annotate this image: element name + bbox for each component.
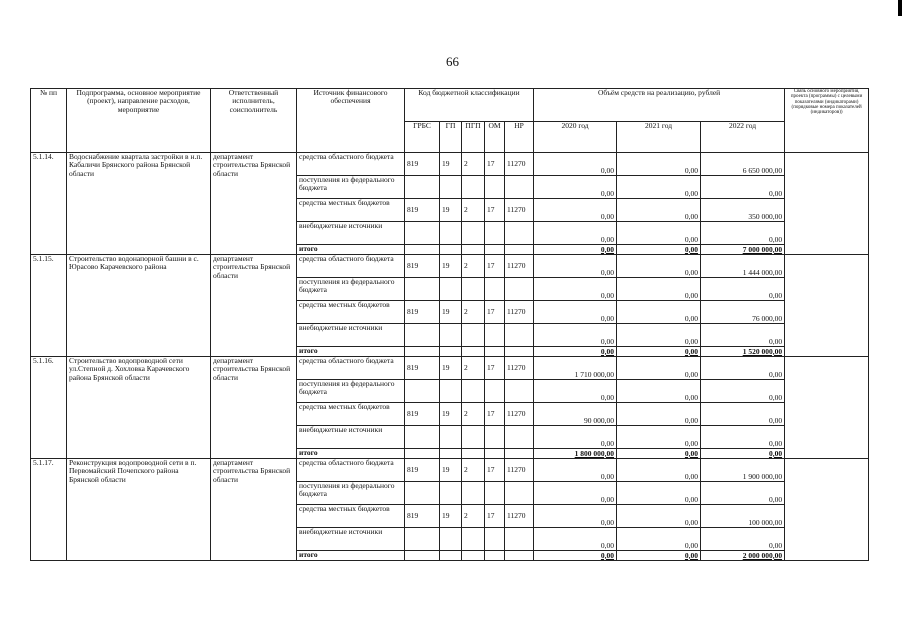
value-2022: 0,00: [701, 357, 785, 380]
total-value-2022: 7 000 000,00: [701, 245, 785, 255]
code-grbs: 819: [405, 153, 440, 176]
code-pgp: [462, 482, 485, 505]
value-2020: 0,00: [534, 153, 617, 176]
total-code-empty: [505, 245, 534, 255]
total-code-empty: [405, 551, 440, 561]
code-gp: 19: [440, 357, 462, 380]
total-code-empty: [462, 245, 485, 255]
total-value-2021: 0,00: [617, 245, 701, 255]
code-nr: 11270: [505, 301, 534, 324]
value-2022: 1 444 000,00: [701, 255, 785, 278]
code-om: 17: [485, 357, 505, 380]
item-number: 5.1.15.: [31, 255, 67, 357]
total-code-empty: [462, 449, 485, 459]
code-gp: [440, 324, 462, 347]
value-2021: 0,00: [617, 357, 701, 380]
value-2020: 0,00: [534, 528, 617, 551]
code-nr: 11270: [505, 357, 534, 380]
code-om: [485, 426, 505, 449]
value-2020: 0,00: [534, 301, 617, 324]
code-grbs: [405, 324, 440, 347]
code-om: 17: [485, 459, 505, 482]
code-grbs: [405, 222, 440, 245]
value-2021: 0,00: [617, 459, 701, 482]
value-2020: 1 710 000,00: [534, 357, 617, 380]
code-om: [485, 528, 505, 551]
header-row-top: [31, 89, 869, 122]
code-om: [485, 324, 505, 347]
value-2020: 0,00: [534, 176, 617, 199]
code-gp: 19: [440, 505, 462, 528]
code-gp: [440, 222, 462, 245]
total-code-empty: [462, 551, 485, 561]
code-pgp: 2: [462, 357, 485, 380]
code-gp: [440, 482, 462, 505]
code-grbs: [405, 482, 440, 505]
code-grbs: 819: [405, 357, 440, 380]
total-code-empty: [405, 347, 440, 357]
code-gp: [440, 380, 462, 403]
header-year-2020: 2020 год: [534, 122, 617, 153]
code-grbs: 819: [405, 199, 440, 222]
code-nr: 11270: [505, 459, 534, 482]
item-title: Строительство водонапорной башни в с. Юрасово Карачевского района: [67, 255, 211, 357]
source-label: средства областного бюджета: [297, 153, 405, 176]
total-value-2020: 1 800 000,00: [534, 449, 617, 459]
code-grbs: [405, 426, 440, 449]
code-pgp: [462, 426, 485, 449]
header-volume: Объём средств на реализацию, рублей: [534, 89, 785, 122]
total-code-empty: [440, 449, 462, 459]
item-title: Водоснабжение квартала застройки в н.п. Кабаличи Брянского района Брянской области: [67, 153, 211, 255]
total-code-empty: [440, 347, 462, 357]
item-number: 5.1.14.: [31, 153, 67, 255]
item-executor: департамент строительства Брянской области: [211, 357, 297, 459]
value-2022: 0,00: [701, 403, 785, 426]
header-program: Подпрограмма, основное мероприятие (проект), направление расходов, мероприятие: [67, 89, 211, 153]
code-gp: 19: [440, 403, 462, 426]
budget-table: [30, 88, 869, 561]
value-2022: 0,00: [701, 426, 785, 449]
table-row: [31, 357, 869, 380]
code-om: 17: [485, 199, 505, 222]
total-value-2021: 0,00: [617, 551, 701, 561]
total-code-empty: [485, 449, 505, 459]
value-2022: 100 000,00: [701, 505, 785, 528]
code-nr: 11270: [505, 403, 534, 426]
value-2020: 0,00: [534, 222, 617, 245]
code-nr: [505, 528, 534, 551]
code-pgp: [462, 176, 485, 199]
code-nr: 11270: [505, 153, 534, 176]
item-number: 5.1.17.: [31, 459, 67, 561]
source-label: внебюджетные источники: [297, 426, 405, 449]
table-row: [31, 459, 869, 482]
value-2020: 0,00: [534, 199, 617, 222]
header-year-2022: 2022 год: [701, 122, 785, 153]
code-om: [485, 176, 505, 199]
value-2021: 0,00: [617, 176, 701, 199]
value-2022: 76 000,00: [701, 301, 785, 324]
source-label: средства местных бюджетов: [297, 505, 405, 528]
header-grbs: ГРБС: [405, 122, 440, 153]
source-label: внебюджетные источники: [297, 324, 405, 347]
total-value-2022: 0,00: [701, 449, 785, 459]
source-label: поступления из федерального бюджета: [297, 482, 405, 505]
value-2022: 0,00: [701, 222, 785, 245]
header-gp: ГП: [440, 122, 462, 153]
item-executor: департамент строительства Брянской области: [211, 459, 297, 561]
source-label: средства местных бюджетов: [297, 301, 405, 324]
source-label: средства областного бюджета: [297, 255, 405, 278]
header-om: ОМ: [485, 122, 505, 153]
code-pgp: 2: [462, 199, 485, 222]
value-2022: 0,00: [701, 528, 785, 551]
total-value-2021: 0,00: [617, 449, 701, 459]
code-pgp: [462, 380, 485, 403]
source-label: средства областного бюджета: [297, 459, 405, 482]
code-gp: 19: [440, 199, 462, 222]
code-om: 17: [485, 301, 505, 324]
code-gp: [440, 176, 462, 199]
page-edge-mark: [898, 0, 902, 16]
value-2022: 1 900 000,00: [701, 459, 785, 482]
source-label: внебюджетные источники: [297, 528, 405, 551]
code-nr: [505, 482, 534, 505]
source-label: поступления из федерального бюджета: [297, 176, 405, 199]
total-code-empty: [505, 551, 534, 561]
code-om: 17: [485, 505, 505, 528]
code-gp: [440, 426, 462, 449]
code-gp: 19: [440, 153, 462, 176]
header-source: Источник финансового обеспечения: [297, 89, 405, 153]
code-grbs: 819: [405, 505, 440, 528]
value-2022: 350 000,00: [701, 199, 785, 222]
source-label: средства местных бюджетов: [297, 199, 405, 222]
value-2021: 0,00: [617, 222, 701, 245]
code-nr: 11270: [505, 255, 534, 278]
table-row: [31, 255, 869, 278]
code-om: 17: [485, 153, 505, 176]
value-2020: 0,00: [534, 482, 617, 505]
total-code-empty: [440, 245, 462, 255]
value-2021: 0,00: [617, 278, 701, 301]
value-2022: 0,00: [701, 278, 785, 301]
source-label: внебюджетные источники: [297, 222, 405, 245]
value-2020: 90 000,00: [534, 403, 617, 426]
total-value-2020: 0,00: [534, 551, 617, 561]
value-2020: 0,00: [534, 505, 617, 528]
source-label: средства местных бюджетов: [297, 403, 405, 426]
code-nr: [505, 176, 534, 199]
value-2020: 0,00: [534, 380, 617, 403]
code-pgp: 2: [462, 301, 485, 324]
value-2021: 0,00: [617, 482, 701, 505]
value-2021: 0,00: [617, 153, 701, 176]
total-code-empty: [505, 347, 534, 357]
indicator-link: [785, 357, 869, 459]
code-grbs: [405, 176, 440, 199]
value-2020: 0,00: [534, 426, 617, 449]
value-2022: 0,00: [701, 482, 785, 505]
code-nr: 11270: [505, 199, 534, 222]
value-2021: 0,00: [617, 528, 701, 551]
total-code-empty: [440, 551, 462, 561]
total-code-empty: [485, 245, 505, 255]
total-value-2022: 2 000 000,00: [701, 551, 785, 561]
value-2021: 0,00: [617, 505, 701, 528]
indicator-link: [785, 255, 869, 357]
code-nr: [505, 380, 534, 403]
code-pgp: [462, 278, 485, 301]
code-grbs: 819: [405, 459, 440, 482]
header-executor: Ответственный исполнитель, соисполнитель: [211, 89, 297, 153]
code-grbs: 819: [405, 301, 440, 324]
item-executor: департамент строительства Брянской области: [211, 255, 297, 357]
code-gp: [440, 278, 462, 301]
code-pgp: [462, 528, 485, 551]
code-pgp: [462, 324, 485, 347]
code-nr: 11270: [505, 505, 534, 528]
code-om: [485, 482, 505, 505]
value-2022: 0,00: [701, 324, 785, 347]
code-gp: 19: [440, 255, 462, 278]
value-2020: 0,00: [534, 459, 617, 482]
code-pgp: 2: [462, 403, 485, 426]
value-2020: 0,00: [534, 324, 617, 347]
total-code-empty: [485, 551, 505, 561]
total-value-2022: 1 520 000,00: [701, 347, 785, 357]
code-pgp: 2: [462, 459, 485, 482]
value-2021: 0,00: [617, 301, 701, 324]
value-2022: 6 650 000,00: [701, 153, 785, 176]
table-row: [31, 153, 869, 176]
code-nr: [505, 324, 534, 347]
code-om: [485, 222, 505, 245]
code-pgp: 2: [462, 153, 485, 176]
total-value-2020: 0,00: [534, 347, 617, 357]
page-number: 66: [446, 54, 459, 69]
code-om: 17: [485, 255, 505, 278]
item-executor: департамент строительства Брянской области: [211, 153, 297, 255]
value-2021: 0,00: [617, 199, 701, 222]
item-title: Строительство водопроводной сети ул.Степной д. Хохловка Карачевского района Брянской области: [67, 357, 211, 459]
total-code-empty: [505, 449, 534, 459]
value-2021: 0,00: [617, 255, 701, 278]
item-title: Реконструкция водопроводной сети в п. Первомайский Почепского района Брянской области: [67, 459, 211, 561]
total-label: итого: [297, 551, 405, 561]
value-2021: 0,00: [617, 324, 701, 347]
code-pgp: 2: [462, 505, 485, 528]
source-label: средства областного бюджета: [297, 357, 405, 380]
value-2021: 0,00: [617, 403, 701, 426]
code-om: 17: [485, 403, 505, 426]
code-grbs: [405, 278, 440, 301]
total-code-empty: [485, 347, 505, 357]
header-link: Связь основного мероприятия, проекта (программы) с целевыми показателями (индикаторами) (порядковые номера показателей (индикаторов)): [785, 89, 869, 153]
indicator-link: [785, 153, 869, 255]
total-label: итого: [297, 245, 405, 255]
header-pgp: ПГП: [462, 122, 485, 153]
value-2021: 0,00: [617, 426, 701, 449]
total-label: итого: [297, 347, 405, 357]
code-grbs: 819: [405, 255, 440, 278]
code-gp: [440, 528, 462, 551]
total-value-2021: 0,00: [617, 347, 701, 357]
value-2020: 0,00: [534, 278, 617, 301]
code-gp: 19: [440, 459, 462, 482]
code-pgp: [462, 222, 485, 245]
total-label: итого: [297, 449, 405, 459]
source-label: поступления из федерального бюджета: [297, 278, 405, 301]
value-2022: 0,00: [701, 380, 785, 403]
total-code-empty: [462, 347, 485, 357]
code-pgp: 2: [462, 255, 485, 278]
total-code-empty: [405, 245, 440, 255]
code-nr: [505, 222, 534, 245]
value-2021: 0,00: [617, 380, 701, 403]
header-budget-code: Код бюджетной классификации: [405, 89, 534, 122]
header-year-2021: 2021 год: [617, 122, 701, 153]
total-code-empty: [405, 449, 440, 459]
code-nr: [505, 426, 534, 449]
header-nr: НР: [505, 122, 534, 153]
code-gp: 19: [440, 301, 462, 324]
total-value-2020: 0,00: [534, 245, 617, 255]
code-om: [485, 278, 505, 301]
value-2022: 0,00: [701, 176, 785, 199]
indicator-link: [785, 459, 869, 561]
code-grbs: [405, 380, 440, 403]
header-num: № пп: [31, 89, 67, 153]
value-2020: 0,00: [534, 255, 617, 278]
code-grbs: [405, 528, 440, 551]
code-om: [485, 380, 505, 403]
item-number: 5.1.16.: [31, 357, 67, 459]
source-label: поступления из федерального бюджета: [297, 380, 405, 403]
code-grbs: 819: [405, 403, 440, 426]
code-nr: [505, 278, 534, 301]
